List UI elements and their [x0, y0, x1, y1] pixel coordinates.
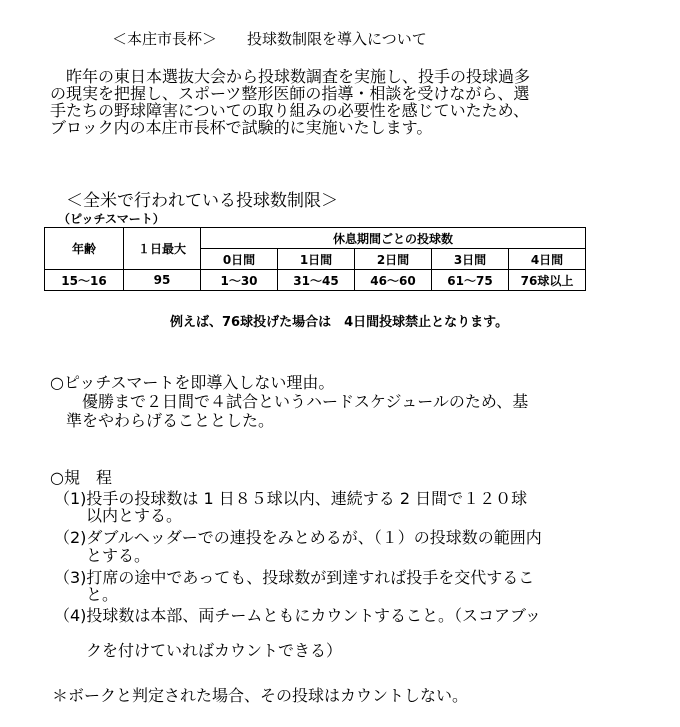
rule-line: （1)投手の投球数は 1 日８５球以内、連続する 2 日間で１２０球: [54, 489, 528, 508]
intro-line: 手たちの野球障害についての取り組みの必要性を感じていたため、: [50, 101, 530, 120]
reason-heading: ○ピッチスマートを即導入しない理由。: [50, 373, 335, 392]
rule-line: （3)打席の途中であっても、投球数が到達すれば投手を交代するこ: [54, 568, 535, 587]
intro-line: 昨年の東日本選抜大会から投球数調査を実施し、投手の投球過多: [50, 67, 531, 86]
cell-age: 15～16: [45, 270, 124, 291]
header-rest-0: 0日間: [201, 249, 278, 270]
header-daily-max: １日最大: [124, 228, 201, 270]
balk-note: ＊ボークと判定された場合、その投球はカウントしない。: [52, 686, 469, 705]
rule-line: クを付けていればカウントできる）: [54, 641, 343, 660]
rule-line: と。: [54, 585, 119, 604]
pitch-smart-label: （ピッチスマート）: [58, 212, 165, 226]
cell-daily-max: 95: [124, 270, 201, 291]
pitch-limit-table: [44, 227, 586, 291]
table-note: 例えば、76球投げた場合は 4日間投球禁止となります。: [170, 315, 509, 330]
table-row: [45, 270, 586, 291]
rule-line: （2)ダブルヘッダーでの連投をみとめるが、（１）の投球数の範囲内: [54, 528, 542, 547]
rule-line: とする。: [54, 546, 151, 565]
rule-line: （4)投球数は本部、両チームともにカウントすること。（スコアブッ: [54, 606, 541, 625]
cell-rest-2: 46～60: [355, 270, 432, 291]
header-rest-3: 3日間: [432, 249, 509, 270]
cell-rest-0: 1～30: [201, 270, 278, 291]
rule-line: 以内とする。: [54, 506, 183, 525]
intro-line: の現実を把握し、スポーツ整形医師の指導・相談を受けながら、選: [50, 84, 530, 103]
cell-rest-3: 61～75: [432, 270, 509, 291]
cell-rest-1: 31～45: [278, 270, 355, 291]
rules-heading: ○規 程: [50, 468, 112, 487]
header-rest-1: 1日間: [278, 249, 355, 270]
header-rest-2: 2日間: [355, 249, 432, 270]
header-rest-4: 4日間: [509, 249, 586, 270]
header-age: 年齢: [45, 228, 124, 270]
intro-line: ブロック内の本庄市長杯で試験的に実施いたします。: [50, 118, 433, 137]
reason-line: 準をやわらげることとした。: [50, 411, 275, 430]
page-title: ＜本庄市長杯＞ 投球数制限を導入について: [112, 30, 427, 48]
reason-line: 優勝まで２日間で４試合というハードスケジュールのため、基: [50, 392, 529, 411]
cell-rest-4: 76球以上: [509, 270, 586, 291]
national-limit-heading: ＜全米で行われている投球数制限＞: [66, 191, 338, 211]
header-rest-group: 休息期間ごとの投球数: [201, 228, 586, 249]
